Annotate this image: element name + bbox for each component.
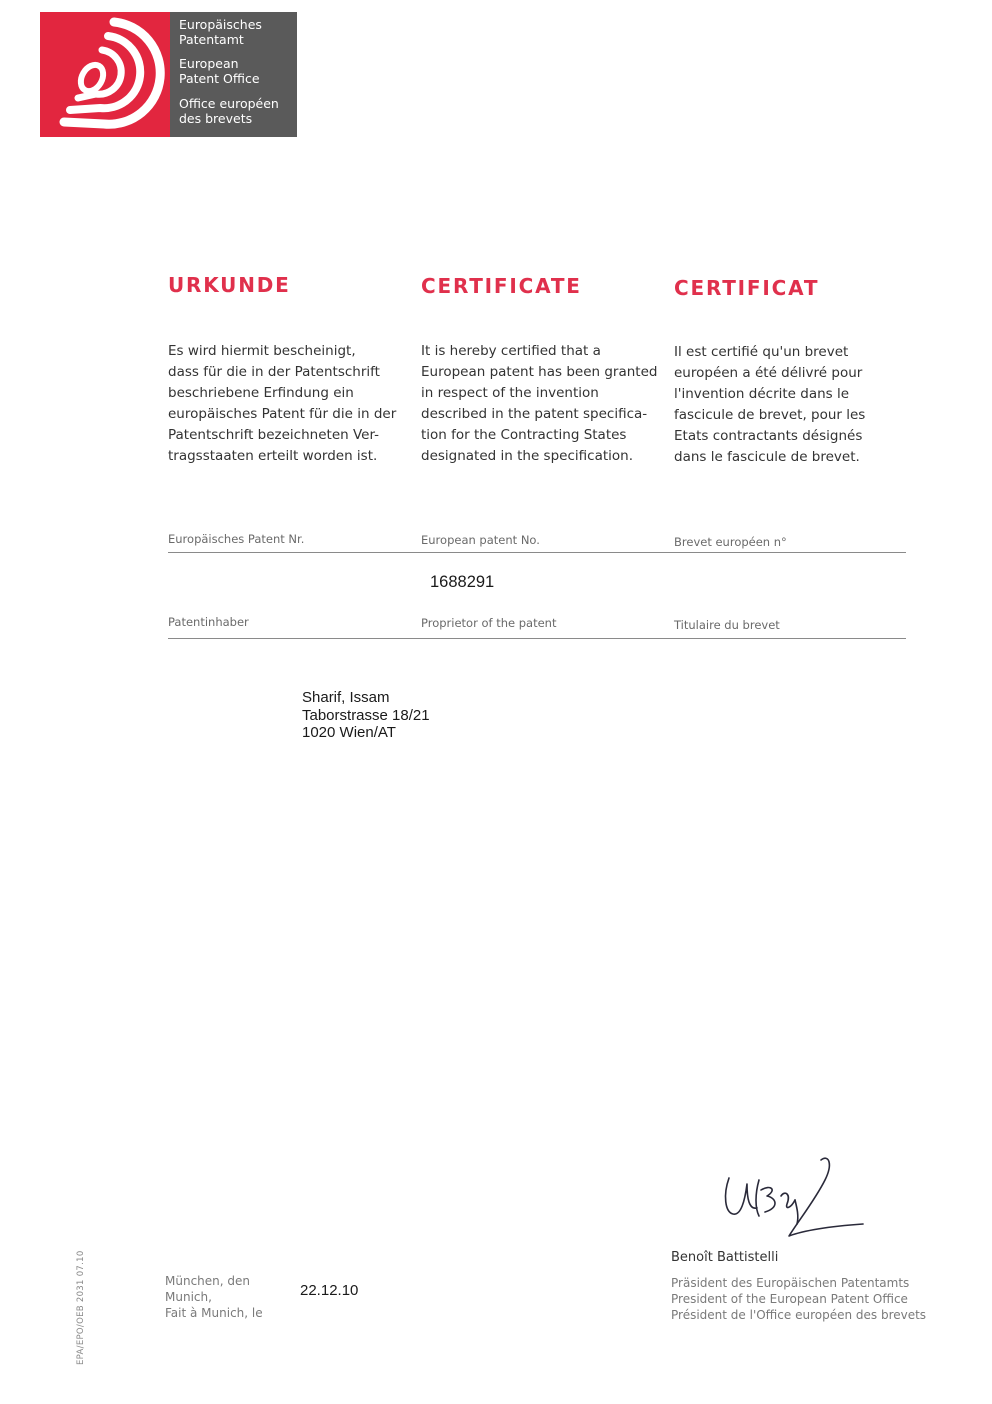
text-line: Etats contractants désignés xyxy=(674,428,863,444)
place-label-fr: Fait à Munich, le xyxy=(165,1306,263,1320)
text-line: européen a été délivré pour xyxy=(674,365,863,381)
text-line: designated in the specification. xyxy=(421,448,633,464)
form-code: EPA/EPO/OEB 2031 07.10 xyxy=(76,1250,86,1365)
text-line: Il est certifié qu'un brevet xyxy=(674,344,849,360)
proprietor-city: 1020 Wien/AT xyxy=(302,724,396,741)
proprietor-label-fr: Titulaire du brevet xyxy=(674,618,780,632)
place-label-en: Munich, xyxy=(165,1290,212,1304)
text-line: European patent has been granted xyxy=(421,364,658,380)
proprietor-name: Sharif, Issam xyxy=(302,689,390,706)
patent-no-label-fr: Brevet européen n° xyxy=(674,535,787,549)
certification-text-fr xyxy=(674,342,899,468)
proprietor-label-en: Proprietor of the patent xyxy=(421,616,557,630)
epo-logo-wordmark xyxy=(170,12,297,137)
text-line: beschriebene Erfindung ein xyxy=(168,385,354,401)
text-line: described in the patent specifica- xyxy=(421,406,648,422)
certification-text-en xyxy=(421,341,658,467)
text-line: Patentschrift bezeichneten Ver- xyxy=(168,427,380,443)
logo-text-fr-2: des brevets xyxy=(179,111,253,126)
logo-text-en-1: European xyxy=(179,56,239,71)
patent-no-label-en: European patent No. xyxy=(421,533,540,547)
logo-text-de-1: Europäisches xyxy=(179,17,262,32)
text-line: tragsstaaten erteilt worden ist. xyxy=(168,448,378,464)
text-line: europäisches Patent für die in der xyxy=(168,406,397,422)
text-line: dans le fascicule de brevet. xyxy=(674,449,860,465)
heading-fr: CERTIFICAT xyxy=(674,276,820,300)
signature-image xyxy=(715,1150,875,1255)
place-label-de: München, den xyxy=(165,1274,250,1288)
heading-de: URKUNDE xyxy=(168,273,291,297)
signatory-title xyxy=(671,1275,926,1323)
text-line: dass für die in der Patentschrift xyxy=(168,364,380,380)
signatory-title-en: President of the European Patent Office xyxy=(671,1292,908,1306)
text-line: tion for the Contracting States xyxy=(421,427,627,443)
text-line: fascicule de brevet, pour les xyxy=(674,407,866,423)
epo-spiral-icon xyxy=(40,12,170,137)
patent-no-label-de: Europäisches Patent Nr. xyxy=(168,532,305,546)
logo-text-fr-1: Office européen xyxy=(179,96,279,111)
heading-en: CERTIFICATE xyxy=(421,274,582,298)
text-line: It is hereby certified that a xyxy=(421,343,601,359)
issue-date: 22.12.10 xyxy=(300,1282,359,1299)
text-line: l'invention décrite dans le xyxy=(674,386,850,402)
certification-text-de xyxy=(168,341,397,467)
signatory-title-de: Präsident des Europäischen Patentamts xyxy=(671,1276,910,1290)
place-label xyxy=(165,1273,263,1321)
logo-text-de-2: Patentamt xyxy=(179,32,244,47)
proprietor-street: Taborstrasse 18/21 xyxy=(302,706,430,724)
patent-number: 1688291 xyxy=(430,573,495,591)
signatory-name: Benoît Battistelli xyxy=(671,1250,779,1265)
epo-logo-mark xyxy=(40,12,170,137)
patent-no-rule xyxy=(168,552,906,553)
logo-text-en-2: Patent Office xyxy=(179,71,260,86)
proprietor-label-de: Patentinhaber xyxy=(168,615,249,629)
proprietor-address xyxy=(302,689,430,742)
signatory-title-fr: Président de l'Office européen des brevets xyxy=(671,1308,927,1322)
proprietor-rule xyxy=(168,638,906,639)
text-line: in respect of the invention xyxy=(421,385,599,401)
text-line: Es wird hiermit bescheinigt, xyxy=(168,343,356,359)
